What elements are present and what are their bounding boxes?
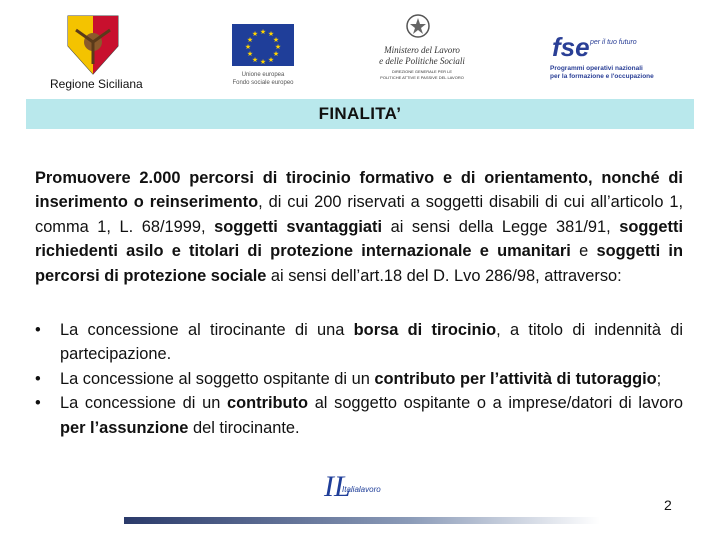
svg-text:★: ★ (246, 50, 254, 58)
italialavoro-logo (318, 462, 398, 508)
text-segment: e (570, 242, 597, 261)
bold-text-segment: soggetti svantaggiati (214, 217, 383, 236)
svg-text:★: ★ (272, 50, 280, 58)
bullet-item (35, 367, 683, 391)
footer-decorative-bar (124, 511, 600, 518)
bold-text-segment: Promuovere 2.000 percorsi di tirocinio formativo e di orientamento, nonché di inserimento o reinserimento (35, 169, 683, 212)
svg-text:★: ★ (246, 36, 254, 44)
ministero-lavoro-logo (372, 10, 472, 90)
page-title: FINALITA’ (318, 104, 402, 123)
bullet-item (35, 391, 683, 440)
fse-tagline: per il tuo futuro (590, 39, 637, 46)
eu-flag-logo (231, 22, 296, 88)
text-segment: ai sensi della Legge 381/91, (382, 217, 620, 236)
svg-text:★: ★ (251, 30, 259, 38)
bold-text-segment: contributo per l’attività di tutoraggio (374, 369, 657, 388)
svg-text:★: ★ (259, 58, 267, 66)
bullet-dot-icon: • (35, 321, 41, 339)
bold-text-segment: contributo (227, 394, 309, 413)
bullet-item (35, 318, 683, 367)
svg-text:★: ★ (267, 56, 275, 64)
text-segment: al soggetto ospitante o a imprese/datori di lavoro (308, 394, 683, 413)
text-segment: La concessione al soggetto ospitante di un (60, 369, 375, 388)
ministero-line3: DIREZIONE GENERALE PER LE (391, 69, 453, 74)
regione-siciliana-caption: Regione Siciliana (50, 77, 143, 91)
regione-siciliana-logo (66, 14, 120, 76)
svg-text:★: ★ (251, 56, 259, 64)
text-segment: La concessione di un (60, 394, 227, 413)
ministero-line4: POLITICHE ATTIVE E PASSIVE DEL LAVORO (380, 75, 464, 80)
page-number: 2 (664, 497, 672, 513)
text-segment: del tirocinante. (188, 418, 300, 437)
text-segment: La concessione al tirocinante di una (60, 321, 354, 339)
ministero-line1: Ministero del Lavoro (384, 45, 460, 55)
bullet-list (35, 318, 683, 440)
text-segment: ; (656, 369, 662, 388)
intro-paragraph (35, 166, 683, 288)
eu-caption-line1: Unione europea (241, 72, 285, 78)
svg-text:★: ★ (267, 30, 275, 38)
bullet-dot-icon: • (35, 394, 41, 413)
bold-text-segment: per l’assunzione (60, 418, 189, 437)
italialavoro-text: Italialavoro (342, 485, 381, 494)
eu-caption-line2: Fondo sociale europeo (232, 80, 294, 86)
text-segment: , di cui 200 riservati a soggetti disabili di cui all’articolo 1, comma 1, L. 68/1999, (35, 193, 684, 236)
svg-text:★: ★ (274, 43, 282, 51)
svg-text:★: ★ (244, 43, 252, 51)
italialavoro-letters: IL (324, 470, 351, 503)
fse-line2: per la formazione e l'occupazione (550, 73, 654, 80)
bold-text-segment: soggetti richiedenti asilo e titolari di protezione internazionale e umanitari (35, 217, 684, 261)
svg-text:★: ★ (272, 36, 280, 44)
ministero-line2: e delle Politiche Sociali (379, 56, 465, 66)
text-segment: , a titolo di indennità di partecipazione. (60, 321, 684, 364)
bullet-dot-icon: • (35, 369, 41, 388)
fse-logo-text: fse (552, 32, 590, 62)
title-band (26, 99, 694, 129)
bold-text-segment: soggetti in percorsi di protezione sociale (35, 242, 683, 285)
bold-text-segment: borsa di tirocinio (353, 321, 497, 339)
svg-text:★: ★ (259, 28, 267, 36)
text-segment: ai sensi dell’art.18 del D. Lvo 286/98, attraverso: (266, 266, 622, 285)
fse-logo (548, 30, 698, 82)
fse-line1: Programmi operativi nazionali (550, 65, 643, 72)
